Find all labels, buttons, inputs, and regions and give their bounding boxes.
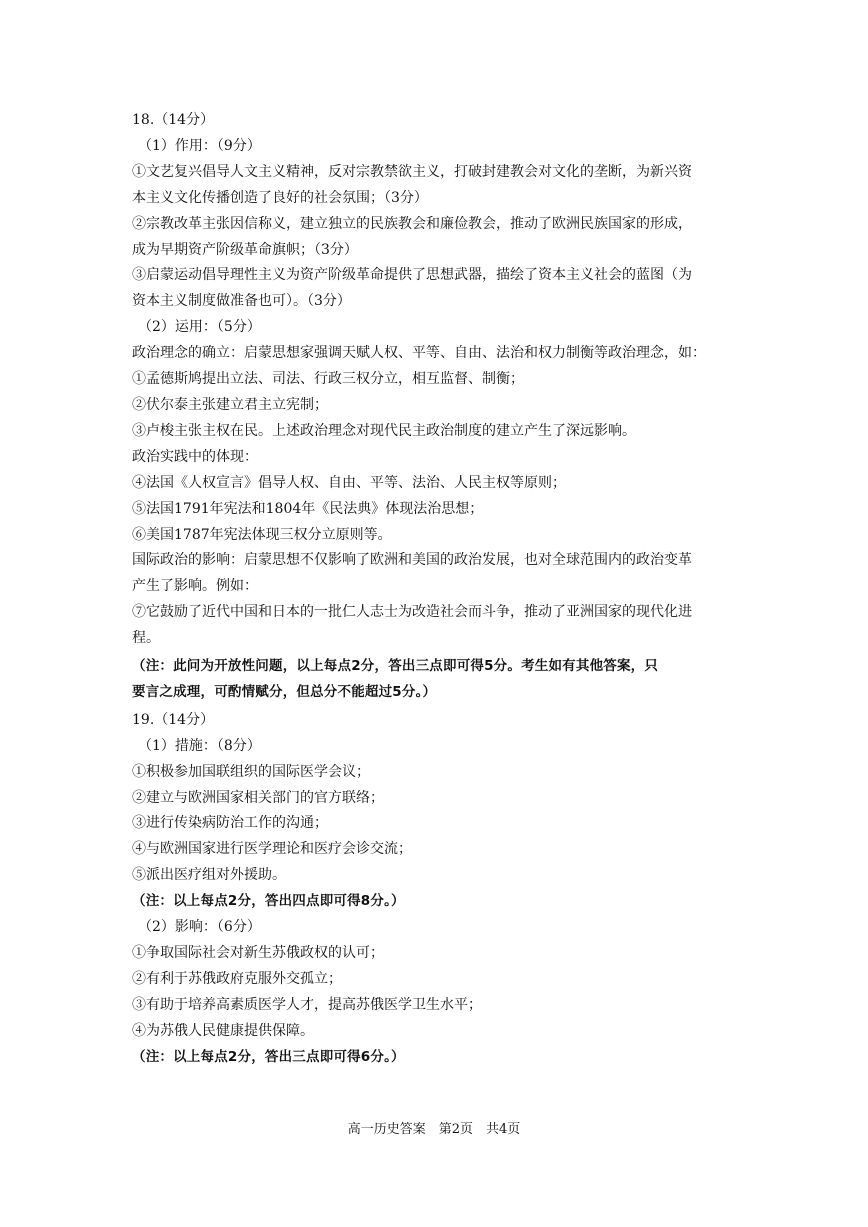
q19-header: 19.（14分）	[132, 711, 215, 728]
q18-header: 18.（14分）	[132, 112, 215, 128]
q19-part1-line: ④与欧洲国家进行医学理论和医疗会诊交流；	[132, 841, 412, 858]
q18-part2-line: 产生了影响。例如：	[132, 578, 258, 595]
q18-part2-line: ⑥美国1787年宪法体现三权分立原则等。	[132, 526, 392, 543]
q18-part2-line: ①孟德斯鸠提出立法、司法、行政三权分立，相互监督、制衡；	[132, 371, 524, 388]
q19-part1-heading: （1）措施：（8分）	[138, 737, 261, 754]
q18-scoring-note: 要言之成理，可酌情赋分，但总分不能超过5分。）	[132, 683, 437, 700]
q18-part2-line: 程。	[132, 630, 160, 647]
q18-part2-line: ⑦它鼓励了近代中国和日本的一批仁人志士为改造社会而斗争，推动了亚洲国家的现代化进	[132, 604, 692, 621]
q19-part1-scoring-note: （注：以上每点2分，答出四点即可得8分。）	[132, 893, 405, 910]
q18-part2-line: ②伏尔泰主张建立君主立宪制；	[132, 396, 328, 413]
q19-part1-line: ①积极参加国联组织的国际医学会议；	[132, 763, 370, 780]
q19-part1-line: ③进行传染病防治工作的沟通；	[132, 815, 328, 832]
q18-part1-line: 本主义文化传播创造了良好的社会氛围；（3分）	[132, 189, 428, 206]
answer-content	[132, 108, 742, 1071]
q18-part2-line: 政治实践中的体现：	[132, 448, 258, 465]
q18-part2-line: ⑤法国1791年宪法和1804年《民法典》体现法治思想；	[132, 500, 484, 517]
q18-part2-line: 政治理念的确立：启蒙思想家强调天赋人权、平等、自由、法治和权力制衡等政治理念，如：	[132, 345, 706, 362]
q19-part2-line: ③有助于培养高素质医学人才，提高苏俄医学卫生水平；	[132, 996, 482, 1013]
q18-part2-heading: （2）运用：（5分）	[138, 319, 261, 336]
q18-part1-line: 资本主义制度做准备也可）。（3分）	[132, 293, 351, 310]
q18-scoring-note: （注：此问为开放性问题，以上每点2分，答出三点即可得5分。考生如有其他答案，只	[132, 658, 659, 675]
q19-part1-line: ②建立与欧洲国家相关部门的官方联络；	[132, 789, 384, 806]
q18-part1-heading: （1）作用：（9分）	[138, 137, 261, 154]
q18-part1-line: 成为早期资产阶级革命旗帜；（3分）	[132, 241, 358, 258]
q19-part2-line: ①争取国际社会对新生苏俄政权的认可；	[132, 945, 384, 961]
page-footer: 高一历史答案 第2页 共4页	[347, 1122, 521, 1137]
q19-part1-line: ⑤派出医疗组对外援助。	[132, 867, 286, 884]
q18-part1-line: ②宗教改革主张因信称义，建立独立的民族教会和廉俭教会，推动了欧洲民族国家的形成，	[132, 215, 692, 232]
q18-part1-line: ③启蒙运动倡导理性主义为资产阶级革命提供了思想武器，描绘了资本主义社会的蓝图（为	[132, 267, 692, 284]
q18-part2-line: ④法国《人权宣言》倡导人权、自由、平等、法治、人民主权等原则；	[132, 474, 566, 491]
q18-part1-line: ①文艺复兴倡导人文主义精神，反对宗教禁欲主义，打破封建教会对文化的垄断，为新兴资	[132, 163, 692, 180]
q19-part2-scoring-note: （注：以上每点2分，答出三点即可得6分。）	[132, 1048, 405, 1065]
q19-part2-line: ④为苏俄人民健康提供保障。	[132, 1022, 314, 1039]
q19-part2-line: ②有利于苏俄政府克服外交孤立；	[132, 970, 342, 987]
q18-part2-line: 国际政治的影响：启蒙思想不仅影响了欧洲和美国的政治发展，也对全球范围内的政治变革	[132, 552, 692, 569]
q18-part2-line: ③卢梭主张主权在民。上述政治理念对现代民主政治制度的建立产生了深远影响。	[132, 422, 636, 439]
q19-part2-heading: （2）影响：（6分）	[138, 919, 261, 936]
